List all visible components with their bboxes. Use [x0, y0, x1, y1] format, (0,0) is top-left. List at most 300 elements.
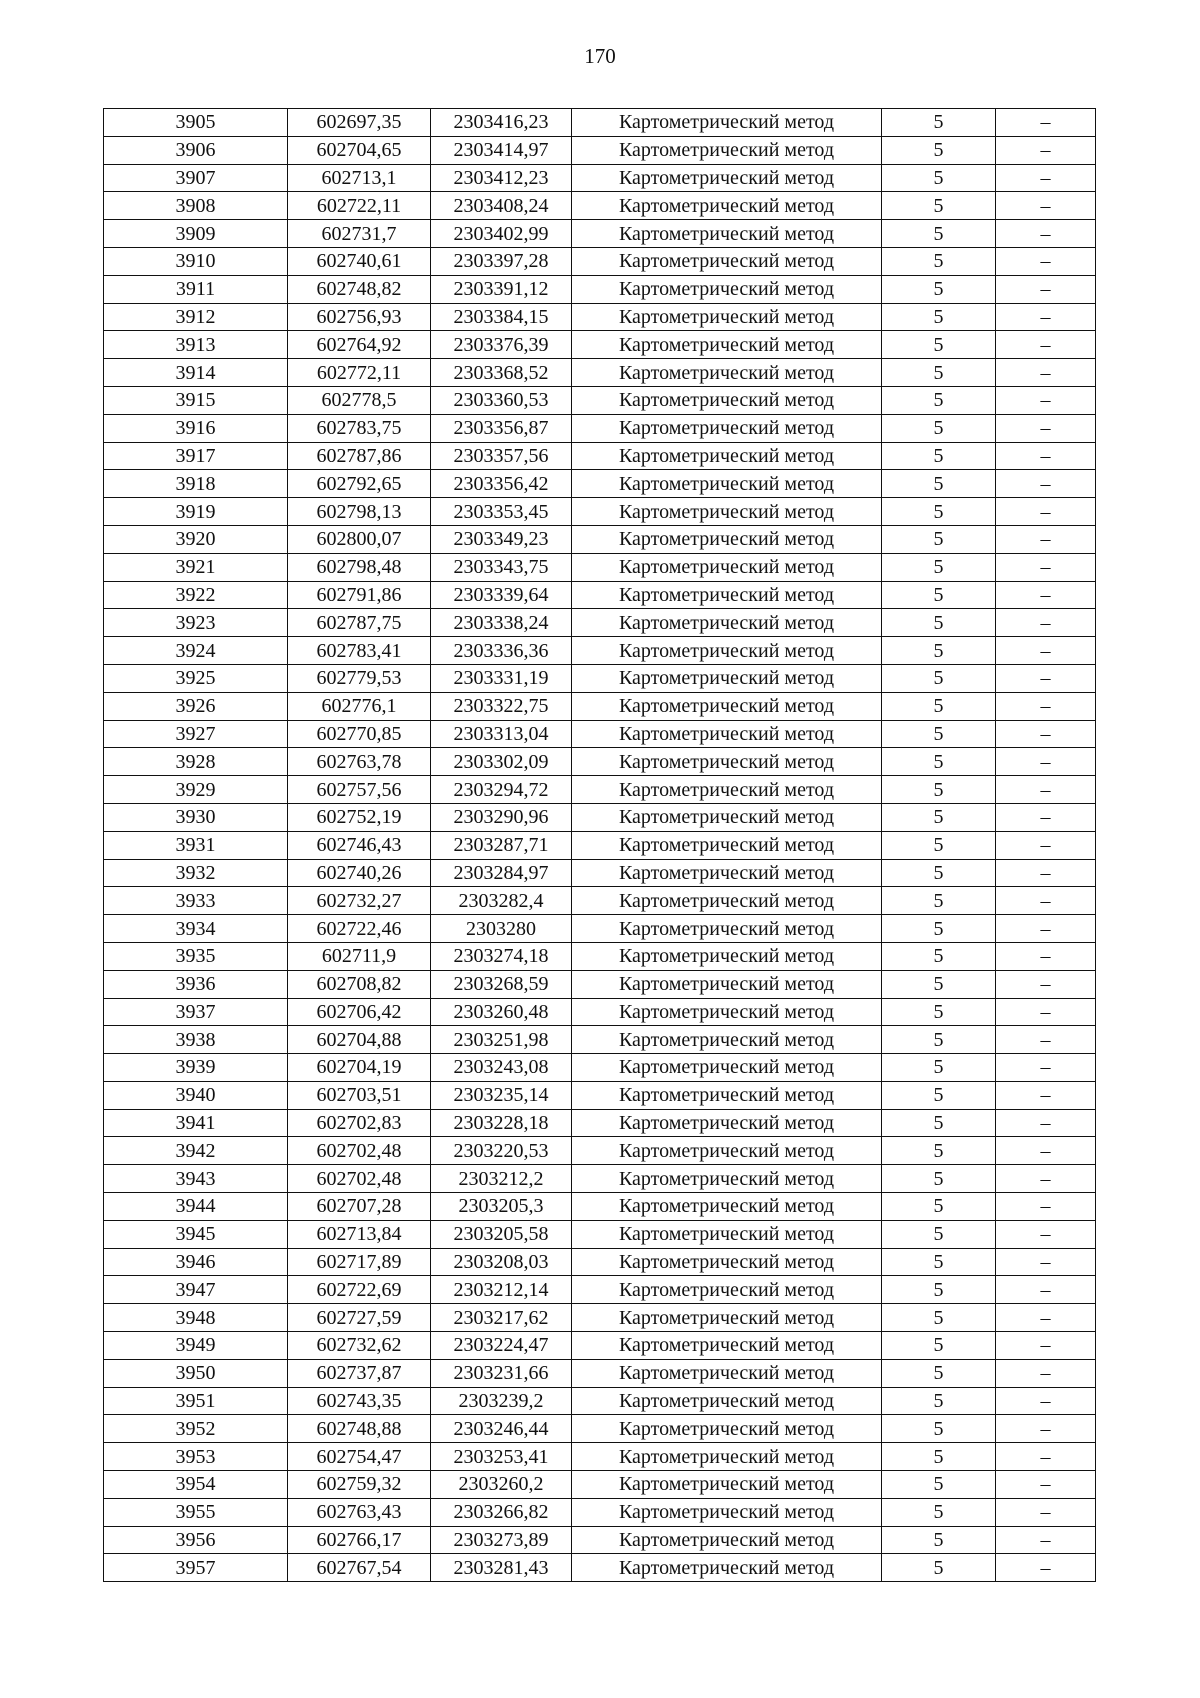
note-cell: –	[996, 359, 1096, 387]
accuracy-cell: 5	[882, 887, 996, 915]
note-cell: –	[996, 720, 1096, 748]
accuracy-cell: 5	[882, 331, 996, 359]
method-cell: Картометрический метод	[572, 998, 882, 1026]
method-cell: Картометрический метод	[572, 1026, 882, 1054]
note-cell: –	[996, 1526, 1096, 1554]
table-row	[104, 1193, 1096, 1221]
method-cell: Картометрический метод	[572, 1220, 882, 1248]
table-row	[104, 803, 1096, 831]
table-row	[104, 1081, 1096, 1109]
point-number-cell: 3928	[104, 748, 288, 776]
y-coordinate-cell: 2303260,48	[431, 998, 572, 1026]
y-coordinate-cell: 2303313,04	[431, 720, 572, 748]
method-cell: Картометрический метод	[572, 525, 882, 553]
x-coordinate-cell: 602732,62	[288, 1332, 431, 1360]
x-coordinate-cell: 602757,56	[288, 776, 431, 804]
y-coordinate-cell: 2303284,97	[431, 859, 572, 887]
point-number-cell: 3911	[104, 275, 288, 303]
point-number-cell: 3954	[104, 1471, 288, 1499]
method-cell: Картометрический метод	[572, 581, 882, 609]
y-coordinate-cell: 2303338,24	[431, 609, 572, 637]
accuracy-cell: 5	[882, 1387, 996, 1415]
method-cell: Картометрический метод	[572, 831, 882, 859]
y-coordinate-cell: 2303253,41	[431, 1443, 572, 1471]
x-coordinate-cell: 602704,19	[288, 1054, 431, 1082]
table-row	[104, 692, 1096, 720]
note-cell: –	[996, 748, 1096, 776]
point-number-cell: 3933	[104, 887, 288, 915]
table-row	[104, 1526, 1096, 1554]
x-coordinate-cell: 602798,48	[288, 553, 431, 581]
method-cell: Картометрический метод	[572, 1165, 882, 1193]
table-row	[104, 1471, 1096, 1499]
note-cell: –	[996, 247, 1096, 275]
point-number-cell: 3912	[104, 303, 288, 331]
note-cell: –	[996, 1415, 1096, 1443]
y-coordinate-cell: 2303331,19	[431, 664, 572, 692]
note-cell: –	[996, 1276, 1096, 1304]
point-number-cell: 3939	[104, 1054, 288, 1082]
table-row	[104, 275, 1096, 303]
point-number-cell: 3956	[104, 1526, 288, 1554]
method-cell: Картометрический метод	[572, 164, 882, 192]
table-row	[104, 1359, 1096, 1387]
method-cell: Картометрический метод	[572, 1304, 882, 1332]
x-coordinate-cell: 602707,28	[288, 1193, 431, 1221]
table-row	[104, 1026, 1096, 1054]
x-coordinate-cell: 602746,43	[288, 831, 431, 859]
accuracy-cell: 5	[882, 553, 996, 581]
y-coordinate-cell: 2303322,75	[431, 692, 572, 720]
method-cell: Картометрический метод	[572, 192, 882, 220]
method-cell: Картометрический метод	[572, 1387, 882, 1415]
y-coordinate-cell: 2303273,89	[431, 1526, 572, 1554]
note-cell: –	[996, 109, 1096, 137]
method-cell: Картометрический метод	[572, 609, 882, 637]
x-coordinate-cell: 602713,84	[288, 1220, 431, 1248]
note-cell: –	[996, 1443, 1096, 1471]
point-number-cell: 3934	[104, 915, 288, 943]
x-coordinate-cell: 602767,54	[288, 1554, 431, 1582]
x-coordinate-cell: 602732,27	[288, 887, 431, 915]
note-cell: –	[996, 275, 1096, 303]
table-row	[104, 442, 1096, 470]
note-cell: –	[996, 692, 1096, 720]
note-cell: –	[996, 1248, 1096, 1276]
point-number-cell: 3944	[104, 1193, 288, 1221]
table-row	[104, 609, 1096, 637]
table-row	[104, 220, 1096, 248]
accuracy-cell: 5	[882, 414, 996, 442]
y-coordinate-cell: 2303251,98	[431, 1026, 572, 1054]
accuracy-cell: 5	[882, 1248, 996, 1276]
table-row	[104, 887, 1096, 915]
y-coordinate-cell: 2303356,87	[431, 414, 572, 442]
accuracy-cell: 5	[882, 1137, 996, 1165]
table-row	[104, 386, 1096, 414]
x-coordinate-cell: 602752,19	[288, 803, 431, 831]
note-cell: –	[996, 1554, 1096, 1582]
table-row	[104, 664, 1096, 692]
note-cell: –	[996, 915, 1096, 943]
note-cell: –	[996, 303, 1096, 331]
x-coordinate-cell: 602702,48	[288, 1137, 431, 1165]
table-row	[104, 1137, 1096, 1165]
table-row	[104, 247, 1096, 275]
point-number-cell: 3952	[104, 1415, 288, 1443]
x-coordinate-cell: 602743,35	[288, 1387, 431, 1415]
point-number-cell: 3923	[104, 609, 288, 637]
point-number-cell: 3924	[104, 637, 288, 665]
y-coordinate-cell: 2303412,23	[431, 164, 572, 192]
x-coordinate-cell: 602702,48	[288, 1165, 431, 1193]
table-row	[104, 915, 1096, 943]
method-cell: Картометрический метод	[572, 1054, 882, 1082]
y-coordinate-cell: 2303368,52	[431, 359, 572, 387]
table-row	[104, 1165, 1096, 1193]
x-coordinate-cell: 602711,9	[288, 942, 431, 970]
note-cell: –	[996, 831, 1096, 859]
y-coordinate-cell: 2303336,36	[431, 637, 572, 665]
accuracy-cell: 5	[882, 776, 996, 804]
x-coordinate-cell: 602787,75	[288, 609, 431, 637]
note-cell: –	[996, 803, 1096, 831]
note-cell: –	[996, 998, 1096, 1026]
y-coordinate-cell: 2303235,14	[431, 1081, 572, 1109]
point-number-cell: 3951	[104, 1387, 288, 1415]
accuracy-cell: 5	[882, 109, 996, 137]
x-coordinate-cell: 602759,32	[288, 1471, 431, 1499]
accuracy-cell: 5	[882, 720, 996, 748]
method-cell: Картометрический метод	[572, 331, 882, 359]
x-coordinate-cell: 602763,78	[288, 748, 431, 776]
accuracy-cell: 5	[882, 831, 996, 859]
note-cell: –	[996, 1471, 1096, 1499]
point-number-cell: 3927	[104, 720, 288, 748]
method-cell: Картометрический метод	[572, 498, 882, 526]
x-coordinate-cell: 602702,83	[288, 1109, 431, 1137]
note-cell: –	[996, 1165, 1096, 1193]
y-coordinate-cell: 2303205,3	[431, 1193, 572, 1221]
accuracy-cell: 5	[882, 803, 996, 831]
method-cell: Картометрический метод	[572, 414, 882, 442]
method-cell: Картометрический метод	[572, 1081, 882, 1109]
y-coordinate-cell: 2303408,24	[431, 192, 572, 220]
table-row	[104, 942, 1096, 970]
table-row	[104, 1248, 1096, 1276]
x-coordinate-cell: 602756,93	[288, 303, 431, 331]
note-cell: –	[996, 1193, 1096, 1221]
x-coordinate-cell: 602704,65	[288, 136, 431, 164]
y-coordinate-cell: 2303384,15	[431, 303, 572, 331]
y-coordinate-cell: 2303294,72	[431, 776, 572, 804]
point-number-cell: 3953	[104, 1443, 288, 1471]
method-cell: Картометрический метод	[572, 247, 882, 275]
table-row	[104, 1415, 1096, 1443]
table-row	[104, 192, 1096, 220]
coordinates-table-body	[104, 109, 1096, 1582]
method-cell: Картометрический метод	[572, 637, 882, 665]
table-row	[104, 581, 1096, 609]
x-coordinate-cell: 602800,07	[288, 525, 431, 553]
x-coordinate-cell: 602722,11	[288, 192, 431, 220]
method-cell: Картометрический метод	[572, 887, 882, 915]
note-cell: –	[996, 498, 1096, 526]
accuracy-cell: 5	[882, 386, 996, 414]
y-coordinate-cell: 2303205,58	[431, 1220, 572, 1248]
point-number-cell: 3932	[104, 859, 288, 887]
method-cell: Картометрический метод	[572, 1471, 882, 1499]
x-coordinate-cell: 602787,86	[288, 442, 431, 470]
method-cell: Картометрический метод	[572, 275, 882, 303]
x-coordinate-cell: 602776,1	[288, 692, 431, 720]
method-cell: Картометрический метод	[572, 803, 882, 831]
point-number-cell: 3917	[104, 442, 288, 470]
point-number-cell: 3950	[104, 1359, 288, 1387]
point-number-cell: 3905	[104, 109, 288, 137]
note-cell: –	[996, 1220, 1096, 1248]
point-number-cell: 3915	[104, 386, 288, 414]
table-row	[104, 776, 1096, 804]
point-number-cell: 3920	[104, 525, 288, 553]
point-number-cell: 3914	[104, 359, 288, 387]
x-coordinate-cell: 602740,61	[288, 247, 431, 275]
point-number-cell: 3947	[104, 1276, 288, 1304]
note-cell: –	[996, 1359, 1096, 1387]
accuracy-cell: 5	[882, 637, 996, 665]
accuracy-cell: 5	[882, 1276, 996, 1304]
method-cell: Картометрический метод	[572, 1193, 882, 1221]
method-cell: Картометрический метод	[572, 1498, 882, 1526]
accuracy-cell: 5	[882, 1109, 996, 1137]
y-coordinate-cell: 2303357,56	[431, 442, 572, 470]
x-coordinate-cell: 602708,82	[288, 970, 431, 998]
x-coordinate-cell: 602697,35	[288, 109, 431, 137]
table-row	[104, 998, 1096, 1026]
y-coordinate-cell: 2303246,44	[431, 1415, 572, 1443]
accuracy-cell: 5	[882, 1359, 996, 1387]
table-row	[104, 414, 1096, 442]
table-row	[104, 748, 1096, 776]
x-coordinate-cell: 602764,92	[288, 331, 431, 359]
accuracy-cell: 5	[882, 1415, 996, 1443]
point-number-cell: 3941	[104, 1109, 288, 1137]
x-coordinate-cell: 602766,17	[288, 1526, 431, 1554]
point-number-cell: 3957	[104, 1554, 288, 1582]
point-number-cell: 3929	[104, 776, 288, 804]
y-coordinate-cell: 2303302,09	[431, 748, 572, 776]
method-cell: Картометрический метод	[572, 720, 882, 748]
note-cell: –	[996, 776, 1096, 804]
method-cell: Картометрический метод	[572, 470, 882, 498]
note-cell: –	[996, 581, 1096, 609]
note-cell: –	[996, 887, 1096, 915]
x-coordinate-cell: 602722,46	[288, 915, 431, 943]
method-cell: Картометрический метод	[572, 664, 882, 692]
x-coordinate-cell: 602740,26	[288, 859, 431, 887]
x-coordinate-cell: 602798,13	[288, 498, 431, 526]
note-cell: –	[996, 386, 1096, 414]
method-cell: Картометрический метод	[572, 1415, 882, 1443]
y-coordinate-cell: 2303212,14	[431, 1276, 572, 1304]
x-coordinate-cell: 602770,85	[288, 720, 431, 748]
note-cell: –	[996, 553, 1096, 581]
table-row	[104, 831, 1096, 859]
accuracy-cell: 5	[882, 692, 996, 720]
method-cell: Картометрический метод	[572, 136, 882, 164]
y-coordinate-cell: 2303212,2	[431, 1165, 572, 1193]
table-row	[104, 1304, 1096, 1332]
accuracy-cell: 5	[882, 442, 996, 470]
table-row	[104, 525, 1096, 553]
point-number-cell: 3926	[104, 692, 288, 720]
x-coordinate-cell: 602737,87	[288, 1359, 431, 1387]
accuracy-cell: 5	[882, 1026, 996, 1054]
method-cell: Картометрический метод	[572, 109, 882, 137]
y-coordinate-cell: 2303268,59	[431, 970, 572, 998]
point-number-cell: 3955	[104, 1498, 288, 1526]
point-number-cell: 3908	[104, 192, 288, 220]
x-coordinate-cell: 602703,51	[288, 1081, 431, 1109]
x-coordinate-cell: 602763,43	[288, 1498, 431, 1526]
x-coordinate-cell: 602748,82	[288, 275, 431, 303]
x-coordinate-cell: 602727,59	[288, 1304, 431, 1332]
x-coordinate-cell: 602792,65	[288, 470, 431, 498]
accuracy-cell: 5	[882, 748, 996, 776]
accuracy-cell: 5	[882, 164, 996, 192]
x-coordinate-cell: 602722,69	[288, 1276, 431, 1304]
point-number-cell: 3913	[104, 331, 288, 359]
table-row	[104, 470, 1096, 498]
y-coordinate-cell: 2303290,96	[431, 803, 572, 831]
x-coordinate-cell: 602717,89	[288, 1248, 431, 1276]
point-number-cell: 3906	[104, 136, 288, 164]
method-cell: Картометрический метод	[572, 1137, 882, 1165]
x-coordinate-cell: 602779,53	[288, 664, 431, 692]
note-cell: –	[996, 970, 1096, 998]
accuracy-cell: 5	[882, 998, 996, 1026]
accuracy-cell: 5	[882, 942, 996, 970]
note-cell: –	[996, 136, 1096, 164]
y-coordinate-cell: 2303287,71	[431, 831, 572, 859]
x-coordinate-cell: 602706,42	[288, 998, 431, 1026]
method-cell: Картометрический метод	[572, 1359, 882, 1387]
note-cell: –	[996, 192, 1096, 220]
table-row	[104, 1443, 1096, 1471]
accuracy-cell: 5	[882, 1081, 996, 1109]
y-coordinate-cell: 2303397,28	[431, 247, 572, 275]
x-coordinate-cell: 602713,1	[288, 164, 431, 192]
point-number-cell: 3949	[104, 1332, 288, 1360]
y-coordinate-cell: 2303274,18	[431, 942, 572, 970]
note-cell: –	[996, 1109, 1096, 1137]
coordinates-table	[103, 108, 1096, 1582]
x-coordinate-cell: 602754,47	[288, 1443, 431, 1471]
note-cell: –	[996, 525, 1096, 553]
x-coordinate-cell: 602778,5	[288, 386, 431, 414]
x-coordinate-cell: 602731,7	[288, 220, 431, 248]
note-cell: –	[996, 1026, 1096, 1054]
point-number-cell: 3942	[104, 1137, 288, 1165]
y-coordinate-cell: 2303339,64	[431, 581, 572, 609]
method-cell: Картометрический метод	[572, 1443, 882, 1471]
method-cell: Картометрический метод	[572, 1109, 882, 1137]
table-row	[104, 1220, 1096, 1248]
x-coordinate-cell: 602748,88	[288, 1415, 431, 1443]
accuracy-cell: 5	[882, 359, 996, 387]
accuracy-cell: 5	[882, 303, 996, 331]
point-number-cell: 3945	[104, 1220, 288, 1248]
table-row	[104, 1332, 1096, 1360]
point-number-cell: 3935	[104, 942, 288, 970]
accuracy-cell: 5	[882, 136, 996, 164]
accuracy-cell: 5	[882, 1554, 996, 1582]
y-coordinate-cell: 2303402,99	[431, 220, 572, 248]
point-number-cell: 3930	[104, 803, 288, 831]
y-coordinate-cell: 2303228,18	[431, 1109, 572, 1137]
accuracy-cell: 5	[882, 525, 996, 553]
accuracy-cell: 5	[882, 609, 996, 637]
table-row	[104, 970, 1096, 998]
table-row	[104, 136, 1096, 164]
table-row	[104, 303, 1096, 331]
point-number-cell: 3921	[104, 553, 288, 581]
table-row	[104, 720, 1096, 748]
point-number-cell: 3948	[104, 1304, 288, 1332]
method-cell: Картометрический метод	[572, 359, 882, 387]
y-coordinate-cell: 2303343,75	[431, 553, 572, 581]
accuracy-cell: 5	[882, 1332, 996, 1360]
accuracy-cell: 5	[882, 220, 996, 248]
point-number-cell: 3916	[104, 414, 288, 442]
point-number-cell: 3943	[104, 1165, 288, 1193]
accuracy-cell: 5	[882, 192, 996, 220]
accuracy-cell: 5	[882, 664, 996, 692]
method-cell: Картометрический метод	[572, 859, 882, 887]
y-coordinate-cell: 2303353,45	[431, 498, 572, 526]
method-cell: Картометрический метод	[572, 442, 882, 470]
table-row	[104, 1387, 1096, 1415]
accuracy-cell: 5	[882, 859, 996, 887]
y-coordinate-cell: 2303280	[431, 915, 572, 943]
point-number-cell: 3937	[104, 998, 288, 1026]
note-cell: –	[996, 859, 1096, 887]
table-row	[104, 1276, 1096, 1304]
x-coordinate-cell: 602704,88	[288, 1026, 431, 1054]
y-coordinate-cell: 2303349,23	[431, 525, 572, 553]
accuracy-cell: 5	[882, 970, 996, 998]
point-number-cell: 3922	[104, 581, 288, 609]
y-coordinate-cell: 2303281,43	[431, 1554, 572, 1582]
y-coordinate-cell: 2303391,12	[431, 275, 572, 303]
point-number-cell: 3918	[104, 470, 288, 498]
x-coordinate-cell: 602772,11	[288, 359, 431, 387]
y-coordinate-cell: 2303231,66	[431, 1359, 572, 1387]
note-cell: –	[996, 331, 1096, 359]
accuracy-cell: 5	[882, 581, 996, 609]
table-row	[104, 637, 1096, 665]
method-cell: Картометрический метод	[572, 915, 882, 943]
method-cell: Картометрический метод	[572, 220, 882, 248]
method-cell: Картометрический метод	[572, 553, 882, 581]
y-coordinate-cell: 2303416,23	[431, 109, 572, 137]
accuracy-cell: 5	[882, 275, 996, 303]
table-row	[104, 331, 1096, 359]
point-number-cell: 3925	[104, 664, 288, 692]
note-cell: –	[996, 164, 1096, 192]
accuracy-cell: 5	[882, 1304, 996, 1332]
accuracy-cell: 5	[882, 1498, 996, 1526]
